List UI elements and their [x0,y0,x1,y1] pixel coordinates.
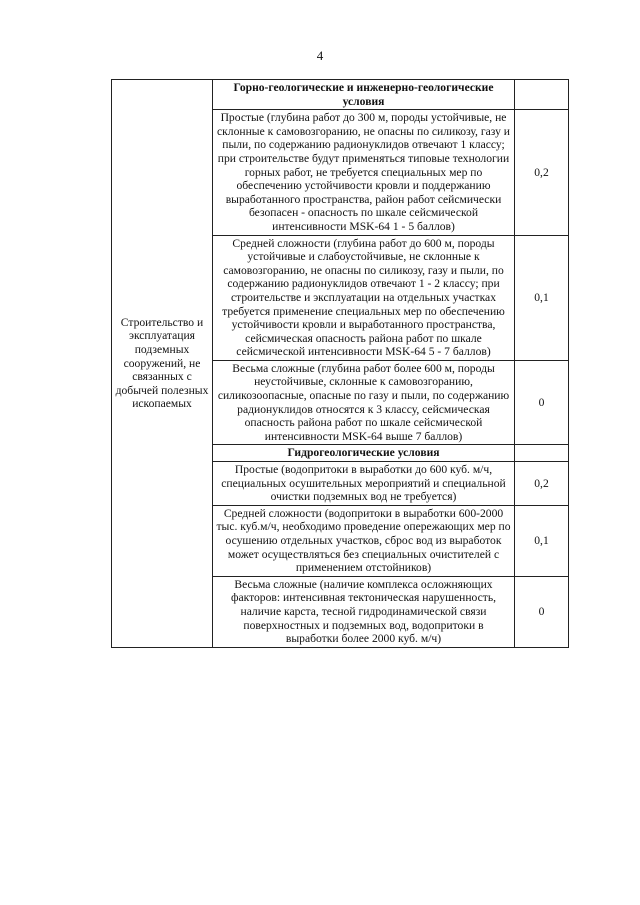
page-number: 4 [316,48,324,63]
section-title-geology: Горно-геологические и инженерно-геологические условия [213,80,515,110]
coefficient-value: 0,2 [515,110,569,235]
section-title-hydrogeology: Гидрогеологические условия [213,445,515,462]
coefficient-value: 0,1 [515,235,569,360]
section-header-row [112,80,569,110]
condition-description: Средней сложности (водопритоки в выработки 600-2000 тыс. куб.м/ч, необходимо проведение опережающих мер по осушению отдельных участков, сброс вод из выработок может осуществляться без специальных очистителей с применением отстойников) [213,505,515,576]
empty-value-cell [515,80,569,110]
condition-description: Средней сложности (глубина работ до 600 м, породы устойчивые и слабоустойчивые, не склонные к самовозгоранию, не опасны по силикозу, газу и пыли, по содержанию радионуклидов отвечают 1 - 2 классу; при строительстве и эксплуатации на отдельных участках требуется применение специальных мер по обеспечению устойчивости кровли и выработанного пространства, сейсмическая опасность района работ по шкале сейсмической интенсивности MSK-64 5 - 7 баллов) [213,235,515,360]
empty-value-cell [515,445,569,462]
condition-description: Весьма сложные (глубина работ более 600 м, породы неустойчивые, склонные к самовозгоранию, силикозоопасные, опасные по газу и пыли, по содержанию радионуклидов относятся к 3 классу, сейсмическая опасность района работ по шкале сейсмической интенсивности MSK-64 выше 7 баллов) [213,360,515,445]
coefficient-value: 0,2 [515,462,569,506]
condition-description: Простые (глубина работ до 300 м, породы устойчивые, не склонные к самовозгоранию, не опасны по силикозу, газу и пыли, по содержанию радионуклидов отвечают 1 классу; при строительстве будут применяться типовые технологии горных работ, не требуется специальных мер по обеспечению устойчивости кровли и поддержанию выработанного пространства, район работ сейсмически безопасен - опасность по шкале сейсмической интенсивности MSK-64 1 - 5 баллов) [213,110,515,235]
condition-description: Простые (водопритоки в выработки до 600 куб. м/ч, специальных осушительных мероприятий и специальной очистки подземных вод не требуется) [213,462,515,506]
coefficient-value: 0 [515,360,569,445]
criteria-table [111,79,569,648]
coefficient-value: 0,1 [515,505,569,576]
category-cell: Строительство и эксплуатация подземных сооружений, не связанных с добычей полезных ископаемых [112,80,213,648]
coefficient-value: 0 [515,576,569,647]
condition-description: Весьма сложные (наличие комплекса осложняющих факторов: интенсивная тектоническая нарушенность, наличие карста, тесной гидродинамической связи поверхностных и подземных вод, водопритоки в выработки более 2000 куб. м/ч) [213,576,515,647]
